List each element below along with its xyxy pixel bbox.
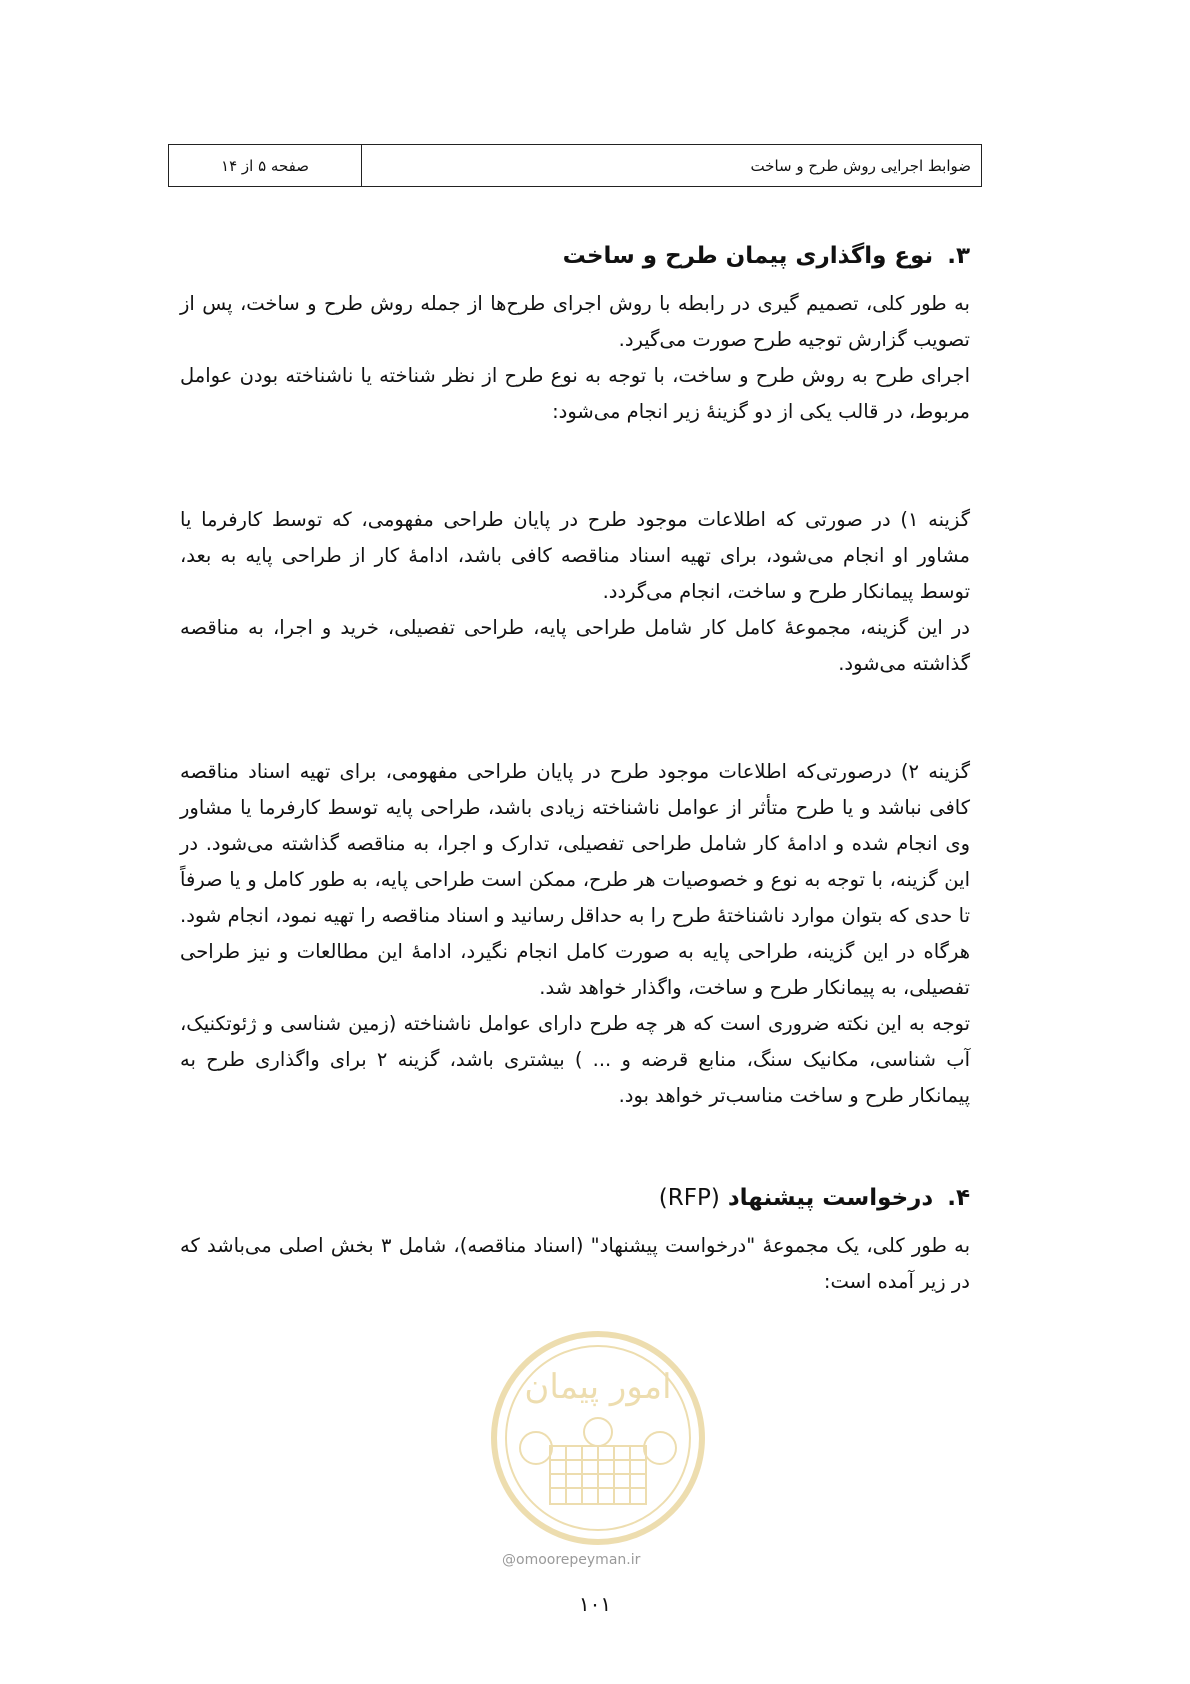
option-2-paragraph: گزینه ۲) درصورتی‌که اطلاعات موجود طرح در پایان طراحی مفهومی، برای تهیه اسناد مناقصه کافی نباشد و یا طرح متأثر از عوامل ناشناخته زیادی باشد، طراحی پایه توسط کارفرما یا مشاور وی انجام شده و ادامهٔ کار شامل طراحی تفصیلی، تدارک و اجرا، به مناقصه گذاشته می‌شود. در این گزینه، با توجه به نوع و خصوصیات هر طرح، ممکن است طراحی پایه، به طور کامل و یا صرفاً تا حدی که بتوان موارد ناشناختهٔ طرح را به حداقل رسانید و اسناد مناقصه را تهیه نمود، انجام شود. هرگاه در این گزینه، طراحی پایه به صورت کامل انجام نگیرد، ادامهٔ این مطالعات و نیز طراحی تفصیلی، به پیمانکار طرح و ساخت، واگذار خواهد شد.	[180, 760, 970, 999]
watermark-url: @omoorepeyman.ir	[502, 1552, 641, 1568]
section-4-paragraph: به طور کلی، یک مجموعهٔ "درخواست پیشنهاد" (اسناد مناقصه)، شامل ۳ بخش اصلی می‌باشد که در زیر آمده است:	[180, 1234, 970, 1293]
header-page-info: صفحه ۵ از ۱۴	[169, 145, 362, 186]
paragraph: به طور کلی، تصمیم گیری در رابطه با روش اجرای طرح‌ها از جمله روش طرح و ساخت، پس از تصویب گزارش توجیه طرح صورت می‌گیرد.	[180, 292, 970, 351]
page-header	[168, 144, 982, 187]
option-2-paragraph: توجه به این نکته ضروری است که هر چه طرح دارای عوامل ناشناخته (زمین شناسی و ژئوتکنیک، آب شناسی، مکانیک سنگ، منابع قرضه و ... ) بیشتری باشد، گزینه ۲ برای واگذاری طرح به پیمانکار طرح و ساخت مناسب‌تر خواهد بود.	[180, 1012, 970, 1107]
section-4-heading	[180, 1178, 970, 1218]
spacer	[180, 1114, 970, 1178]
section-4-title-latin: (RFP)	[658, 1185, 720, 1211]
section-4-title: درخواست پیشنهاد	[727, 1185, 934, 1211]
spacer	[180, 682, 970, 754]
watermark-logo-text: امور پیمان	[524, 1367, 672, 1407]
section-3-title: نوع واگذاری پیمان طرح و ساخت	[562, 243, 934, 269]
section-4-number: ۴.	[947, 1185, 970, 1211]
document-body	[180, 236, 970, 1300]
paragraph: اجرای طرح به روش طرح و ساخت، با توجه به نوع طرح از نظر شناخته یا ناشناخته بودن عوامل مربوط، در قالب یکی از دو گزینهٔ زیر انجام می‌شود:	[180, 364, 970, 423]
header-title: ضوابط اجرایی روش طرح و ساخت	[750, 156, 971, 175]
section-3-heading	[180, 236, 970, 276]
section-3-number: ۳.	[947, 243, 970, 269]
watermark-logo-icon	[488, 1328, 708, 1548]
spacer	[180, 430, 970, 502]
option-1-paragraph: گزینه ۱) در صورتی که اطلاعات موجود طرح در پایان طراحی مفهومی، که توسط کارفرما یا مشاور او انجام می‌شود، برای تهیه اسناد مناقصه کافی باشد، ادامهٔ کار از طراحی پایه به بعد، توسط پیمانکار طرح و ساخت، انجام می‌گردد.	[180, 508, 970, 603]
page-number: ۱۰۱	[578, 1592, 612, 1616]
option-1-paragraph: در این گزینه، مجموعهٔ کامل کار شامل طراحی پایه، طراحی تفصیلی، خرید و اجرا، به مناقصه گذاشته می‌شود.	[180, 616, 970, 675]
